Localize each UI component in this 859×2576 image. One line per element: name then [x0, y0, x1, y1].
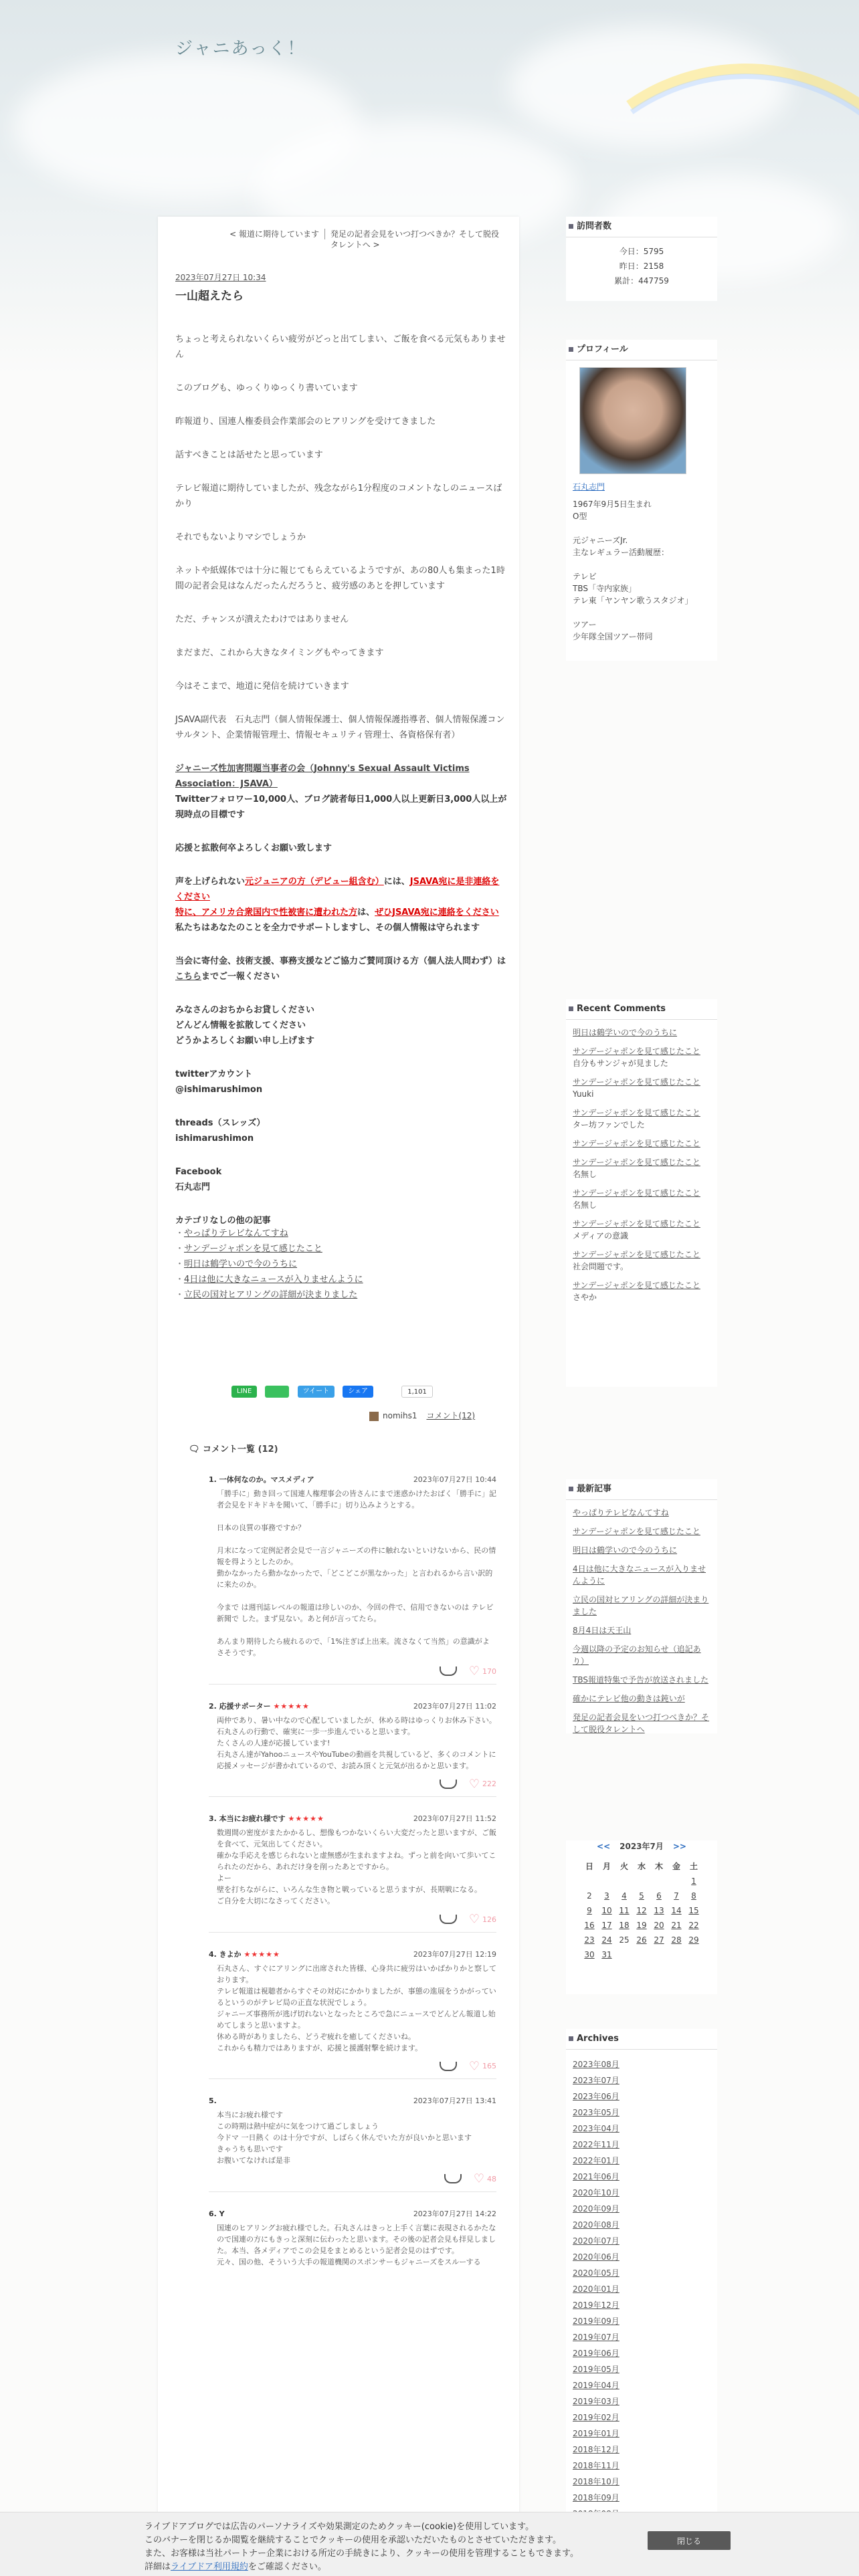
threads-block — [175, 1115, 507, 1146]
hatena-bookmark-button[interactable]: 1,101 — [401, 1386, 433, 1398]
post-paragraph: このブログも、ゆっくりゆっくり書いています — [175, 383, 358, 393]
facebook-share-button[interactable]: シェア — [343, 1386, 373, 1398]
archive-link[interactable]: 2023年08月 — [573, 2060, 619, 2069]
twitter-label: twitterアカウント — [175, 1069, 253, 1079]
profile-photo[interactable] — [579, 367, 686, 474]
calendar-day-link[interactable]: 14 — [671, 1906, 682, 1915]
weekday-header: 水 — [637, 1862, 646, 1871]
comment-date: 2023年07月27日 14:22 — [413, 2209, 496, 2218]
archives-widget — [566, 2029, 717, 2524]
recent-comment-author: 社会問題です。 — [573, 1262, 629, 1271]
calendar-day-link[interactable]: 7 — [674, 1891, 679, 1901]
weekday-header: 土 — [689, 1862, 698, 1871]
comment-date: 2023年07月27日 12:19 — [413, 1949, 496, 1959]
calendar-day: 2 — [587, 1891, 592, 1901]
other-article-link[interactable]: サンデージャポンを見て感じたこと — [184, 1244, 322, 1254]
calendar-day: 25 — [619, 1935, 630, 1945]
donate-post: までご一報ください — [201, 972, 280, 982]
calendar-day — [650, 1874, 668, 1889]
other-article-link[interactable]: やっぱりテレビなんてすね — [184, 1228, 288, 1239]
archive-link[interactable]: 2019年02月 — [573, 2413, 619, 2422]
post-title: 一山超えたら — [175, 290, 244, 303]
terms-link[interactable]: ライブドア利用規約 — [171, 2562, 248, 2572]
comments-link[interactable]: コメント(12) — [426, 1411, 476, 1420]
calendar-day-link[interactable]: 23 — [584, 1935, 595, 1945]
share-buttons — [231, 1386, 438, 1402]
comment-author: 4. きよか — [209, 1949, 242, 1959]
org-goal: Twitterフォロワー10,000人、ブログ読者毎日1,000人以上更新日3,000人以上が現時点の目標です — [175, 794, 507, 820]
comment-date: 2023年07月27日 10:44 — [413, 1475, 496, 1484]
counter-title: 訪問者数 — [566, 217, 717, 237]
recent-comment-link[interactable]: サンデージャポンを見て感じたこと — [573, 1077, 700, 1087]
latest-post-link[interactable]: 立民の国対ヒアリングの詳細が決まりました — [573, 1595, 709, 1616]
calendar-day-link[interactable]: 20 — [654, 1921, 664, 1930]
other-article-link[interactable]: 明日は鶴学いので今のうちに — [184, 1259, 298, 1269]
comment-date: 2023年07月27日 13:41 — [413, 2097, 496, 2105]
post-paragraph: 昨報道り、国連人権委員会作業部会のヒアリングを受けてきました — [175, 417, 436, 427]
calendar-month: 2023年7月 — [619, 1842, 664, 1851]
archive-link[interactable]: 2018年09月 — [573, 2493, 619, 2502]
calendar-day-link[interactable]: 9 — [587, 1906, 592, 1915]
archive-link[interactable]: 2023年06月 — [573, 2092, 619, 2101]
calendar-day — [633, 1947, 650, 1962]
org-link[interactable]: ジャニーズ性加害問題当事者の会（Johnny's Sexual Assault Victims Association：JSAVA） — [175, 764, 470, 789]
archive-link[interactable]: 2020年10月 — [573, 2188, 619, 2197]
closing-line: みなさんのおちからお貸しください — [175, 1005, 315, 1015]
recent-comment-author: 名無し — [573, 1170, 597, 1179]
calendar-day — [685, 1947, 702, 1962]
comment-author: 6. Y — [209, 2209, 225, 2218]
archive-link[interactable]: 2020年08月 — [573, 2220, 619, 2230]
latest-post-link[interactable]: 今週以降の予定のお知らせ（追記あり） — [573, 1644, 701, 1666]
archive-link[interactable]: 2019年07月 — [573, 2333, 619, 2342]
comment-stars: ★★★★★ — [288, 1814, 324, 1823]
archives-list — [566, 2056, 717, 2538]
counter-widget — [566, 217, 717, 301]
calendar-day-link[interactable]: 10 — [601, 1906, 612, 1915]
calendar-day-link[interactable]: 4 — [622, 1891, 627, 1901]
weekday-header: 木 — [654, 1862, 663, 1871]
archive-link[interactable]: 2019年03月 — [573, 2397, 619, 2406]
comment-author: 3. 本当にお疲れ様です — [209, 1814, 286, 1823]
latest-post-link[interactable]: TBS報道特集で予告が放送されました — [573, 1675, 708, 1685]
facebook-id: 石丸志門 — [175, 1182, 211, 1192]
calendar-widget — [566, 1840, 717, 1994]
recent-comment-link[interactable]: サンデージャポンを見て感じたこと — [573, 1250, 700, 1259]
calendar-prev-link[interactable]: << — [597, 1842, 611, 1851]
twitter-id: @ishimarushimon — [175, 1085, 263, 1095]
recent-comment-link[interactable]: サンデージャポンを見て感じたこと — [573, 1139, 700, 1148]
other-article-item[interactable] — [175, 1287, 507, 1303]
closing-block — [175, 1002, 507, 1049]
latest-post-link[interactable]: やっぱりテレビなんてすね — [573, 1508, 669, 1517]
calendar-day-link[interactable]: 28 — [671, 1935, 682, 1945]
closing-line: どんどん情報を拡散してください — [175, 1021, 306, 1031]
cookie-banner — [0, 2512, 859, 2576]
recent-comment-author: 自分もサンジャが見ました — [573, 1059, 668, 1068]
latest-post-link[interactable]: 確かにテレビ他の動きは鈍いが — [573, 1694, 685, 1703]
recent-comments-title: Recent Comments — [566, 999, 717, 1020]
calendar-day-link[interactable]: 21 — [671, 1921, 682, 1930]
comment-stars: ★★★★★ — [273, 1701, 310, 1711]
call-text: は、 — [357, 907, 375, 918]
counter-total: 累計：447759 — [614, 276, 669, 286]
like-count: 170 — [482, 1667, 496, 1676]
archive-link[interactable]: 2020年01月 — [573, 2284, 619, 2294]
post-date-link[interactable]: 2023年07月27日 10:34 — [175, 273, 266, 282]
org-block — [175, 761, 507, 823]
heart-icon[interactable]: ♡ — [473, 2171, 484, 2186]
calendar-day — [615, 1947, 633, 1962]
post-paragraph: まだまだ、これから大きなタイミングもやってきます — [175, 648, 384, 658]
calendar-table — [581, 1859, 702, 1962]
calendar-day-link[interactable]: 18 — [619, 1921, 630, 1930]
recent-comment-author: さやか — [573, 1293, 597, 1302]
recent-comment-author: Yuuki — [573, 1089, 594, 1099]
other-article-item[interactable] — [175, 1241, 507, 1257]
calendar-day-link[interactable]: 24 — [601, 1935, 612, 1945]
donate-pre: 当会に寄付金、技術支援、事務支援などご協力ご賛同頂ける方（個人法人問わず）は — [175, 956, 506, 966]
heart-icon[interactable]: ♡ — [468, 1664, 480, 1679]
reply-icon[interactable] — [440, 1780, 457, 1789]
comment-item — [209, 2208, 496, 2268]
post-paragraph: それでもないよりマシでしょうか — [175, 532, 306, 542]
contact-link[interactable]: JSAVA宛に是非連絡をください — [175, 877, 500, 902]
calendar-day-link[interactable]: 29 — [688, 1935, 699, 1945]
reply-icon[interactable] — [440, 2062, 457, 2071]
comment-date: 2023年07月27日 11:52 — [413, 1814, 496, 1823]
threads-id: ishimarushimon — [175, 1134, 254, 1144]
calendar-day-link[interactable]: 5 — [639, 1891, 644, 1901]
calendar-day-link[interactable]: 19 — [636, 1921, 647, 1930]
post-paragraph: JSAVA副代表 石丸志門（個人情報保護士、個人情報保護指導者、個人情報保護コンサルタント、企業情報管理士、情報セキュリティ管理士、各資格保有者） — [175, 715, 505, 740]
calendar-day-link[interactable]: 31 — [601, 1950, 612, 1959]
call-text: 声を上げられない — [175, 877, 246, 887]
other-article-item[interactable] — [175, 1226, 507, 1241]
facebook-block — [175, 1164, 507, 1195]
calendar-day-link[interactable]: 6 — [656, 1891, 662, 1901]
archives-title: Archives — [566, 2029, 717, 2050]
calendar-day — [668, 1947, 685, 1962]
archive-link[interactable]: 2022年11月 — [573, 2140, 619, 2149]
archive-link[interactable]: 2022年01月 — [573, 2156, 619, 2165]
latest-post-link[interactable]: 明日は鶴学いので今のうちに — [573, 1545, 678, 1555]
other-articles-title: カテゴリなしの他の記事 — [175, 1216, 271, 1226]
other-article-link[interactable]: 立民の国対ヒアリングの詳細が決まりました — [184, 1290, 358, 1300]
latest-posts-title: 最新記事 — [566, 1479, 717, 1500]
calendar-day-link[interactable]: 27 — [654, 1935, 664, 1945]
reply-icon[interactable] — [440, 1667, 457, 1676]
archive-link[interactable]: 2020年07月 — [573, 2236, 619, 2246]
next-article-link[interactable]: 発足の記者会見をいつ打つべきか？そして脱役タレントへ > — [330, 229, 500, 249]
calendar-day-link[interactable]: 3 — [604, 1891, 609, 1901]
counter-today: 今日：5795 — [619, 247, 664, 256]
comment-icon: 🗨 — [189, 1444, 200, 1455]
archive-link[interactable]: 2018年12月 — [573, 2445, 619, 2454]
call-text: には、 — [383, 877, 410, 887]
comment-text: 本当にお疲れ様です この時期は熱中症がに気をつけて過ごしましょう 今ドマ 一日熱く のは十分ですが、しばらく休んでいた方が良いかと思います きゃうちも思いです お腹いてなければ是非 — [217, 2111, 472, 2165]
calendar-day — [598, 1874, 615, 1889]
archive-link[interactable]: 2021年06月 — [573, 2172, 619, 2181]
other-article-item[interactable] — [175, 1257, 507, 1272]
calendar-day — [615, 1874, 633, 1889]
post-paragraph: ネットや紙媒体では十分に報じてもらえているようですが、あの80人も集まった1時間の記者会見はなんだったんだろうと、疲労感のあとを押しています — [175, 566, 505, 591]
blog-title-link[interactable]: ジャニあっく！ — [175, 39, 306, 59]
calendar-day-link[interactable]: 8 — [691, 1891, 696, 1901]
recent-comments-widget — [566, 999, 717, 1387]
other-article-item[interactable] — [175, 1272, 507, 1287]
calendar-day-link[interactable]: 1 — [691, 1876, 696, 1886]
comment-author: 5. — [209, 2097, 217, 2105]
calendar-day-link[interactable]: 17 — [601, 1921, 612, 1930]
recent-comment-link[interactable]: サンデージャポンを見て感じたこと — [573, 1219, 700, 1228]
comment-item — [209, 1701, 496, 1798]
reply-icon[interactable] — [440, 1915, 457, 1924]
weekday-header: 火 — [619, 1862, 628, 1871]
weekday-header: 金 — [672, 1862, 680, 1871]
comment-list-title-text: コメント一覧 (12) — [203, 1444, 278, 1455]
archive-link[interactable]: 2020年09月 — [573, 2204, 619, 2214]
archive-link[interactable]: 2023年07月 — [573, 2076, 619, 2085]
comment-list — [209, 1474, 496, 2284]
support-text: 応援と拡散何卒よろしくお願い致します — [175, 843, 332, 853]
archive-link[interactable]: 2019年12月 — [573, 2300, 619, 2310]
archive-link[interactable]: 2019年04月 — [573, 2381, 619, 2390]
post-paragraph: テレビ報道に期待していましたが、残念ながら1分程度のコメントなしのニュースばかり — [175, 484, 502, 509]
archive-link[interactable]: 2019年06月 — [573, 2349, 619, 2358]
comment-text: 国連のヒアリングお疲れ様でした。石丸さんはきっと上手く言葉に表現されるかたなので国連の方にもきっと深刻に伝わったと思います。その後の記者会見も拝見しました。本当、各メディアでこの会見をまとめるという記者会見のはずです。 元々、国の他、そういう大手の報道機関のスポンサーもジャニーズをスルーする — [217, 2223, 496, 2266]
like-count: 222 — [482, 1780, 496, 1788]
calendar-day-link[interactable]: 22 — [688, 1921, 699, 1930]
comment-author: 1. 一体何なのか。マスメディア — [209, 1475, 314, 1484]
latest-posts-widget — [566, 1479, 717, 1733]
comment-item — [209, 1949, 496, 2080]
cookie-line: このバナーを閉じるか閲覧を継続することでクッキーの使用を承認いただいたものとさせていただきます。 — [145, 2535, 561, 2545]
author-name: nomihs1 — [383, 1411, 417, 1420]
cookie-line: ライブドアブログでは広告のパーソナライズや効果測定のためクッキー(cookie)を使用しています。 — [145, 2522, 535, 2532]
archive-link[interactable]: 2020年05月 — [573, 2268, 619, 2278]
like-count: 126 — [482, 1915, 496, 1924]
recent-comment-link[interactable]: サンデージャポンを見て感じたこと — [573, 1158, 700, 1167]
profile-title: プロフィール — [566, 340, 717, 360]
latest-post-link[interactable]: 8月4日は天王山 — [573, 1626, 632, 1635]
calendar-day — [668, 1874, 685, 1889]
recent-comment-author: メディアの意識 — [573, 1231, 629, 1241]
archive-link[interactable]: 2023年05月 — [573, 2108, 619, 2117]
prev-article-link[interactable]: < 報道に期待しています — [225, 229, 325, 239]
post-body — [175, 332, 507, 1303]
latest-post-link[interactable]: 発足の記者会見をいつ打つべきか？そして脱役タレントへ — [573, 1713, 710, 1734]
cookie-text — [145, 2520, 626, 2574]
latest-post-link[interactable]: 4日は他に大きなニュースが入りませんように — [573, 1564, 706, 1586]
twitter-block — [175, 1067, 507, 1097]
archive-link[interactable]: 2018年10月 — [573, 2477, 619, 2486]
calendar-next-link[interactable]: >> — [672, 1842, 686, 1851]
comment-date: 2023年07月27日 11:02 — [413, 1701, 496, 1711]
comment-item — [209, 1813, 496, 1933]
archive-link[interactable]: 2019年05月 — [573, 2365, 619, 2374]
post-paragraph: ただ、チャンスが潰えたわけではありません — [175, 615, 349, 625]
archive-link[interactable]: 2020年06月 — [573, 2252, 619, 2262]
line-share-button[interactable]: LINE — [231, 1386, 257, 1398]
cookie-line-pre: 詳細は — [145, 2562, 171, 2572]
recent-comment-link[interactable]: サンデージャポンを見て感じたこと — [573, 1108, 700, 1117]
call-block — [175, 874, 507, 936]
other-articles-list — [175, 1226, 507, 1303]
calendar-day-link[interactable]: 12 — [636, 1906, 647, 1915]
counter-yesterday: 昨日：2158 — [619, 261, 664, 271]
comment-list-title — [189, 1442, 278, 1455]
archive-link[interactable]: 2019年01月 — [573, 2429, 619, 2438]
comment-text: 石丸さん、すぐにアリングに出席された皆様、心身共に疲労はいかばかりかと察しております。 テレビ報道は視聴者からすぐその対応にかかりましたが、事態の進展をうかがっているというのがテレビ局の正直な状況でしょう。 ジャニーズ事務所が逃げ切れないとなったところで急にニュースでどんどん報道し始めてしまうと思いますよ。 休める時がありましたら、どうぞ疲れを癒してくださいね。 これからも精力ではありますが、応援と援護射撃を続けます。 — [217, 1963, 496, 2052]
calendar-day-link[interactable]: 30 — [584, 1950, 595, 1959]
calendar-day-link[interactable]: 15 — [688, 1906, 699, 1915]
calendar-day-link[interactable]: 13 — [654, 1906, 664, 1915]
message-share-button[interactable] — [265, 1386, 289, 1398]
like-count: 48 — [487, 2174, 496, 2183]
calendar-month-nav — [566, 1840, 717, 1852]
calendar-day-link[interactable]: 11 — [619, 1906, 630, 1915]
recent-comment-author: ター坊ファンでした — [573, 1120, 645, 1130]
cookie-line: また、お客様は当社パートナー企業における所定の手続きにより、クッキーの使用を管理することもできます。 — [145, 2549, 579, 2559]
calendar-day — [633, 1874, 650, 1889]
comment-text: 数週間の密度がまたかかるし、想像もつかないくらい大変だったと思いますが、ご飯を食べて、元気出してください。 確かな手応えを感じられないと虚無感が生まれますよね。ずっと前を向いて歩いてこられたのだから、あれだけ身を削ったあとですから。 よー 壁を打ちながらに、いろんな生き物と戦っていると思うますが、長期戦になる。 ご自分を大切になさってください。 — [217, 1828, 496, 1905]
profile-name-link[interactable]: 石丸志門 — [573, 482, 605, 492]
calendar-day — [650, 1947, 668, 1962]
latest-post-link[interactable]: サンデージャポンを見て感じたこと — [573, 1527, 700, 1536]
recent-comment-author: 名無し — [573, 1200, 597, 1210]
comment-item — [209, 1474, 496, 1685]
other-article-link[interactable]: 4日は他に大きなニュースが入りませんように — [184, 1275, 363, 1285]
archive-link[interactable]: 2023年04月 — [573, 2124, 619, 2133]
weekday-header: 日 — [585, 1862, 593, 1871]
weekday-header: 月 — [602, 1862, 611, 1871]
closing-line: どうかよろしくお願い申し上げます — [175, 1036, 315, 1046]
like-count: 165 — [482, 2062, 496, 2070]
facebook-label: Facebook — [175, 1167, 222, 1177]
heart-icon[interactable]: ♡ — [468, 1777, 480, 1791]
tweet-button[interactable]: ツイート — [298, 1386, 335, 1398]
heart-icon[interactable]: ♡ — [468, 1912, 480, 1927]
reply-icon[interactable] — [444, 2174, 462, 2183]
call-text: 私たちはあなたのことを全力でサポートしますし、その個人情報は守られます — [175, 923, 480, 933]
profile-text: 1967年9月5日生まれ O型 元ジャニーズJr. 主なレギュラー活動履歴： テレビ TBS「寺内家族」 テレ東「ヤンヤン歌うスタジオ」 ツアー 少年隊全国ツアー帯同 — [573, 500, 693, 641]
threads-label: threads（スレッズ） — [175, 1118, 266, 1128]
junior-link[interactable]: 元ジュニアの方（デビュー組含む） — [245, 877, 384, 887]
calendar-day-link[interactable]: 26 — [636, 1935, 647, 1945]
comment-text: 両仲であり、暑い中なので心配していましたが、休める時はゆっくりお休み下さい。 石丸さんの行動で、確実に一歩一歩進んでいると思います。 たくさんの人達が応援しています! 石丸さん達がYahooニュースやYouTubeの動画を共視しているど、多くのコメントに応援メッセージが書かれているので、お読み頂くと元気が出るかと思います。 — [217, 1715, 496, 1770]
donate-link[interactable]: こちら — [175, 972, 202, 982]
recent-comment-link[interactable]: サンデージャポンを見て感じたこと — [573, 1188, 700, 1198]
calendar-day-link[interactable]: 16 — [584, 1921, 595, 1930]
post-paragraph: 話すべきことは話せたと思っています — [175, 450, 323, 460]
contact-link-2[interactable]: ぜひJSAVA宛に連絡をください — [375, 907, 499, 918]
post-author — [369, 1410, 475, 1421]
post-paragraph: 今はそこまで、地道に発信を続けていきます — [175, 681, 349, 691]
archive-link[interactable]: 2019年09月 — [573, 2317, 619, 2326]
usa-victim-link[interactable]: 特に、アメリカ合衆国内で性被害に遭われた方 — [175, 907, 358, 918]
cookie-close-button[interactable]: 閉じる — [648, 2531, 731, 2550]
cookie-line — [145, 2561, 626, 2574]
recent-comment-link[interactable]: サンデージャポンを見て感じたこと — [573, 1047, 700, 1056]
comment-text: 「勝手に」動き回って国連人権理事会の皆さんにまで迷惑かけたおばく「勝手に」記者会見をドキドキを聞いて、「勝手に」切り込みようとする。 日本の良質の事務ですか？ 月末になって定例記者会見で一言ジャニーズの件に触れないといけないから、民の情報を得ようとしたのか。 動かなかったら動かなかったで、「どこどこが黒なかった」と言われるから言い訳的に来たのか。 今まで は週刊誌レベルの報道は珍しいのか、今回の件で、信用できないのは テレビ 新聞で した。まず見ない。あと何が言ってたら。 あんまり期待したら疲れるので、「1%注ぎば上出来。流さなくて当然」の意識がよさそうです。 — [217, 1489, 496, 1657]
calendar-day — [581, 1874, 598, 1889]
recent-comment-link[interactable]: サンデージャポンを見て感じたこと — [573, 1281, 700, 1290]
author-avatar — [369, 1412, 379, 1421]
comment-stars: ★★★★★ — [244, 1949, 280, 1959]
archive-link[interactable]: 2018年11月 — [573, 2461, 619, 2470]
cookie-line-post: をご確認ください。 — [248, 2562, 326, 2572]
comment-item — [209, 2095, 496, 2192]
article-column — [158, 217, 519, 2517]
post-paragraph: ちょっと考えられないくらい疲労がどっと出てしまい、ご飯を食べる元気もありません — [175, 334, 506, 360]
donate-text — [175, 954, 507, 984]
profile-widget — [566, 340, 717, 661]
recent-comment-link[interactable]: 明日は鶴学いので今のうちに — [573, 1028, 678, 1037]
article-pager — [225, 229, 506, 255]
heart-icon[interactable]: ♡ — [468, 2059, 480, 2073]
comment-author: 2. 応援サポーター — [209, 1701, 271, 1711]
